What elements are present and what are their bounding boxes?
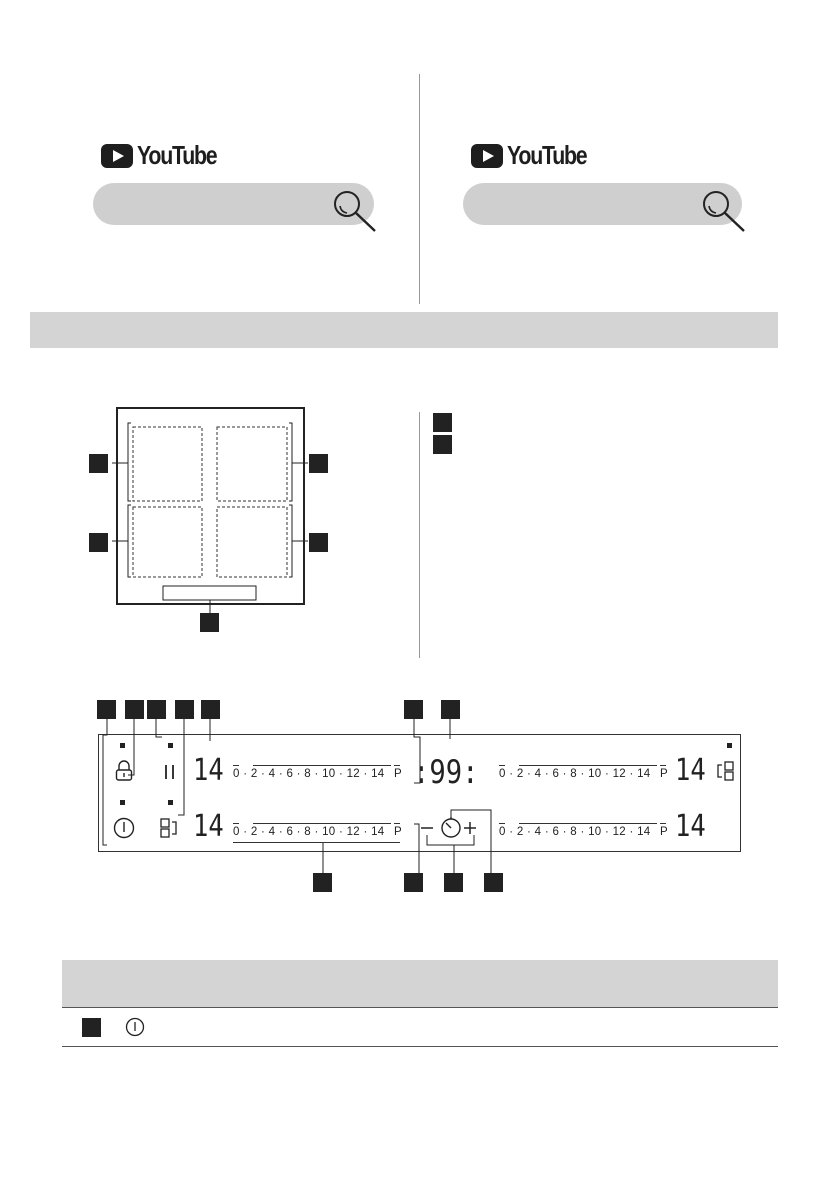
- youtube-logo-left: [101, 140, 234, 171]
- youtube-play-icon: [101, 144, 133, 168]
- scale-line: [394, 823, 400, 824]
- legend-marker: [433, 413, 452, 432]
- top-divider: [419, 74, 420, 304]
- power-scale[interactable]: 0 · 2 · 4 · 6 · 8 · 10 · 12 · 14: [233, 768, 385, 780]
- power-scale[interactable]: 0 · 2 · 4 · 6 · 8 · 10 · 12 · 14: [499, 768, 651, 780]
- scale-line: [519, 823, 657, 824]
- power-display-right-top: 14: [675, 753, 706, 788]
- scale-line: [660, 765, 666, 766]
- scale-line: [233, 823, 239, 824]
- power-scale[interactable]: 0 · 2 · 4 · 6 · 8 · 10 · 12 · 14: [233, 826, 385, 838]
- callout-marker: [200, 613, 219, 632]
- scale-line: [253, 765, 391, 766]
- scale-line: [519, 765, 657, 766]
- power-icon[interactable]: [112, 816, 136, 840]
- power-scale-p[interactable]: P: [660, 768, 668, 780]
- youtube-wordmark: YouTube: [137, 140, 217, 170]
- table-bottom-rule: [62, 1046, 778, 1047]
- minus-icon[interactable]: [419, 820, 435, 836]
- table-divider: [62, 1007, 778, 1008]
- scale-line: [499, 823, 505, 824]
- indicator-dot: [727, 743, 732, 748]
- scale-underline: [233, 842, 400, 843]
- scale-line: [660, 823, 666, 824]
- scale-line: [233, 765, 239, 766]
- youtube-logo-right: [471, 140, 604, 171]
- table-row-marker: [82, 1018, 101, 1037]
- bridge-icon[interactable]: [713, 760, 735, 782]
- timer-icon[interactable]: [439, 815, 463, 839]
- power-icon: [124, 1016, 146, 1038]
- indicator-dot: [120, 800, 125, 805]
- callout-marker: [309, 454, 328, 473]
- power-scale-p[interactable]: P: [394, 768, 402, 780]
- power-scale[interactable]: 0 · 2 · 4 · 6 · 8 · 10 · 12 · 14: [499, 826, 651, 838]
- indicator-dot: [120, 743, 125, 748]
- power-display-right-bottom: 14: [675, 809, 706, 844]
- hob-layout-diagram: [80, 405, 340, 635]
- scale-line: [499, 765, 505, 766]
- callout-leaders: [90, 715, 510, 880]
- callout-marker: [89, 454, 108, 473]
- power-display-left-top: 14: [193, 753, 224, 788]
- timer-display: :99:: [413, 753, 479, 791]
- search-icon[interactable]: [330, 188, 380, 234]
- callout-marker: [309, 533, 328, 552]
- callout-marker: [89, 533, 108, 552]
- youtube-wordmark: YouTube: [507, 140, 587, 170]
- legend-marker: [433, 435, 452, 454]
- middle-divider: [419, 412, 420, 658]
- table-header: [62, 960, 778, 1007]
- section-heading-band: [30, 312, 778, 348]
- scale-line: [253, 823, 391, 824]
- pause-icon[interactable]: [162, 763, 178, 781]
- indicator-dot: [168, 800, 173, 805]
- lock-icon[interactable]: [114, 760, 134, 782]
- power-display-left-bottom: 14: [193, 809, 224, 844]
- search-icon[interactable]: [699, 188, 749, 234]
- power-scale-p[interactable]: P: [660, 826, 668, 838]
- scale-line: [394, 765, 400, 766]
- youtube-play-icon: [471, 144, 503, 168]
- plus-icon[interactable]: [462, 820, 478, 836]
- bridge-icon[interactable]: [159, 817, 181, 839]
- indicator-dot: [168, 743, 173, 748]
- power-scale-p[interactable]: P: [394, 826, 402, 838]
